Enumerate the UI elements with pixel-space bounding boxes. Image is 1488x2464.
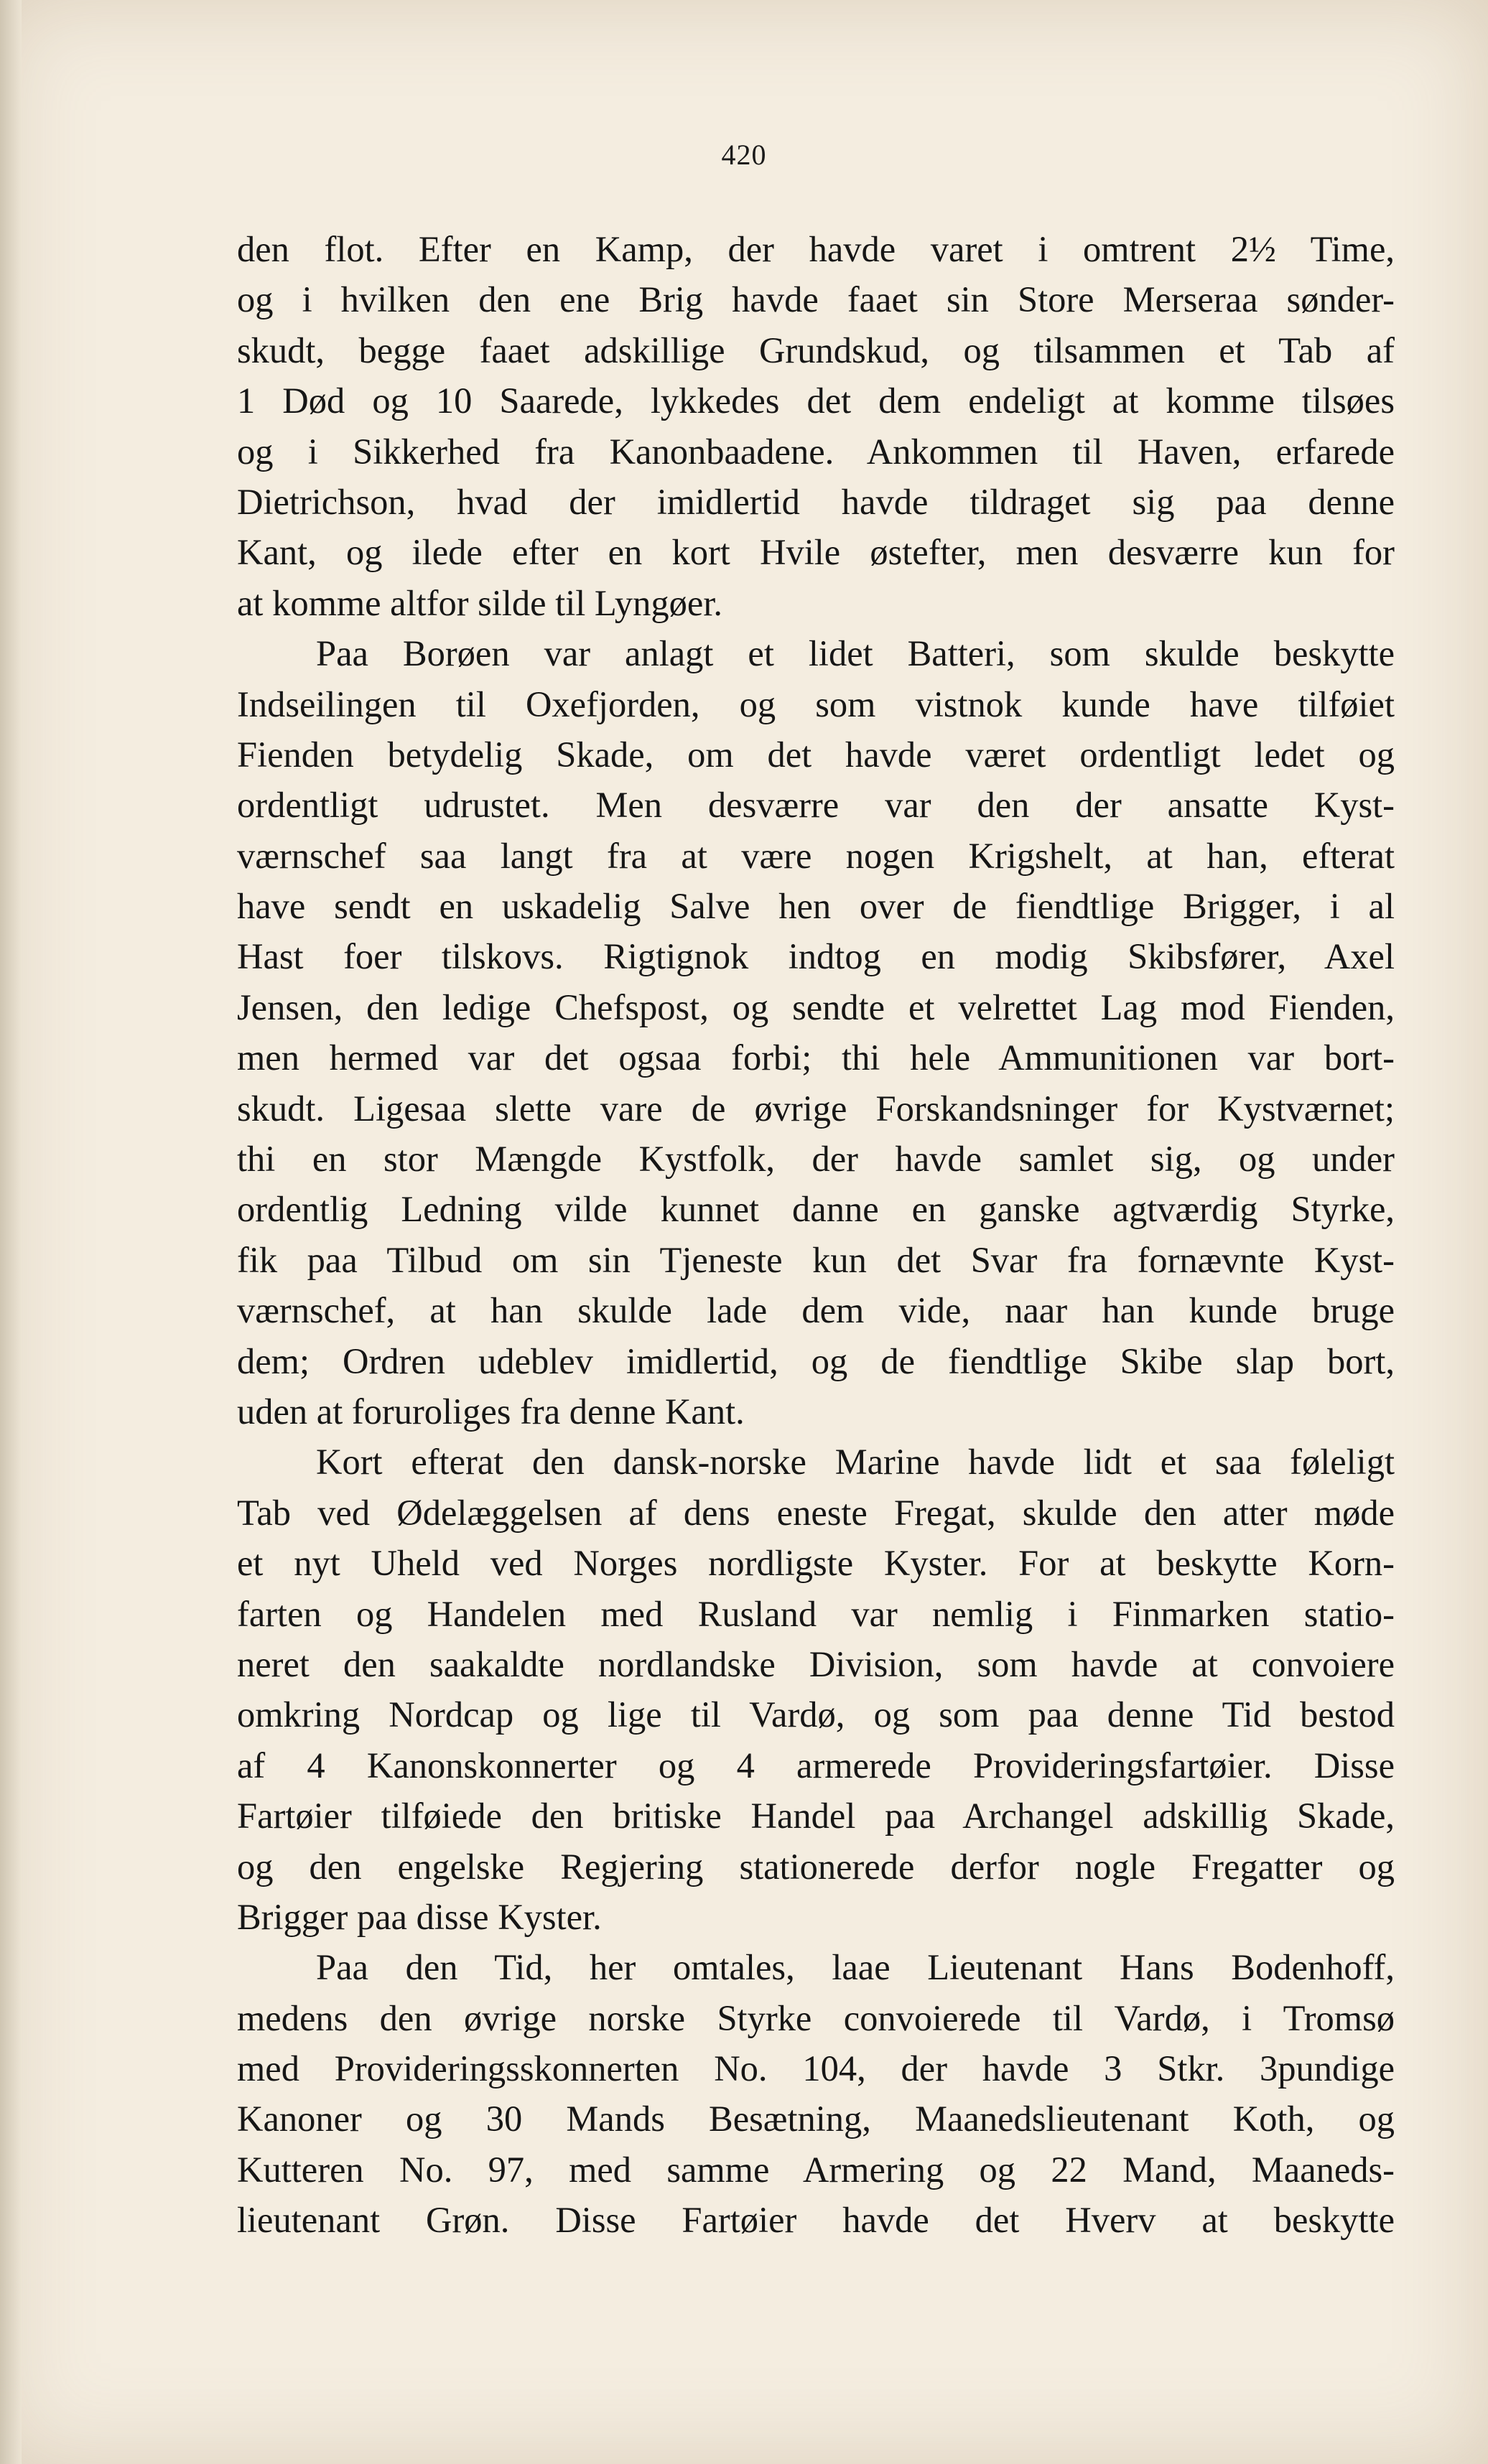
paragraph [237,1942,1395,2245]
text-line: Kanoner og 30 Mands Besætning, Maanedslieutenant Koth, og [237,2099,1395,2139]
text-line: omkring Nordcap og lige til Vardø, og som paa denne Tid bestod [237,1694,1395,1735]
text-line: ordentligt udrustet. Men desværre var den der ansatte Kyst- [237,785,1395,826]
text-line: skudt. Ligesaa slette vare de øvrige Forskandsninger for Kystværnet; [237,1088,1395,1129]
text-line: Kort efterat den dansk-norske Marine havde lidt et saa føleligt [316,1442,1395,1483]
text-line: fik paa Tilbud om sin Tjeneste kun det Svar fra fornævnte Kyst- [237,1239,1395,1280]
paragraph [237,1437,1395,1942]
text-line: thi en stor Mængde Kystfolk, der havde samlet sig, og under [237,1139,1395,1180]
text-line: neret den saakaldte nordlandske Division, som havde at convoiere [237,1643,1395,1684]
body-text [237,224,1395,2246]
text-line: værnschef saa langt fra at være nogen Krigshelt, at han, efterat [237,835,1395,876]
text-line: Fartøier tilføiede den britiske Handel paa Archangel adskillig Skade, [237,1796,1395,1837]
text-line: Brigger paa disse Kyster. [237,1896,602,1937]
text-line: ordentlig Ledning vilde kunnet danne en ganske agtværdig Styrke, [237,1189,1395,1230]
text-line: værnschef, at han skulde lade dem vide, naar han kunde bruge [237,1290,1395,1331]
text-line: den flot. Efter en Kamp, der havde varet i omtrent 2½ Time, [237,229,1395,269]
text-line: Dietrichson, hvad der imidlertid havde tildraget sig paa denne [237,481,1395,522]
text-line: og i hvilken den ene Brig havde faaet sin Store Merseraa sønder- [237,279,1395,320]
page-binding-edge [0,0,22,2464]
text-line: at komme altfor silde til Lyngøer. [237,582,723,623]
text-line: farten og Handelen med Rusland var nemlig i Finmarken statio- [237,1593,1395,1634]
text-line: skudt, begge faaet adskillige Grundskud, og tilsammen et Tab af [237,330,1395,370]
paragraph [237,628,1395,1437]
text-line: Paa Borøen var anlagt et lidet Batteri, som skulde beskytte [316,633,1395,674]
text-line: Indseilingen til Oxefjorden, og som vistnok kunde have tilføiet [237,683,1395,724]
text-line: Hast foer tilskovs. Rigtignok indtog en modig Skibsfører, Axel [237,936,1395,977]
text-line: og den engelske Regjering stationerede derfor nogle Fregatter og [237,1846,1395,1887]
page-number: 420 [721,139,767,171]
text-line: Paa den Tid, her omtales, laae Lieutenant Hans Bodenhoff, [316,1947,1395,1988]
text-line: Tab ved Ødelæggelsen af dens eneste Fregat, skulde den atter møde [237,1492,1395,1533]
text-line: af 4 Kanonskonnerter og 4 armerede Provideringsfartøier. Disse [237,1745,1395,1786]
paragraph [237,224,1395,628]
text-line: med Provideringsskonnerten No. 104, der havde 3 Stkr. 3pundige [237,2048,1395,2089]
text-line: uden at foruroliges fra denne Kant. [237,1391,745,1432]
text-line: og i Sikkerhed fra Kanonbaadene. Ankommen til Haven, erfarede [237,431,1395,472]
text-line: lieutenant Grøn. Disse Fartøier havde det Hverv at beskytte [237,2200,1395,2241]
text-line: 1 Død og 10 Saarede, lykkedes det dem endeligt at komme tilsøes [237,381,1395,421]
text-line: Kant, og ilede efter en kort Hvile østefter, men desværre kun for [237,532,1395,573]
text-line: Fienden betydelig Skade, om det havde været ordentligt ledet og [237,734,1395,775]
text-line: Jensen, den ledige Chefspost, og sendte et velrettet Lag mod Fienden, [237,986,1395,1027]
text-line: men hermed var det ogsaa forbi; thi hele Ammunitionen var bort- [237,1037,1395,1078]
text-line: dem; Ordren udeblev imidlertid, og de fiendtlige Skibe slap bort, [237,1340,1395,1381]
text-line: Kutteren No. 97, med samme Armering og 22 Mand, Maaneds- [237,2149,1395,2190]
text-line: have sendt en uskadelig Salve hen over de fiendtlige Brigger, i al [237,886,1395,927]
text-line: medens den øvrige norske Styrke convoierede til Vardø, i Tromsø [237,1997,1395,2038]
text-line: et nyt Uheld ved Norges nordligste Kyster. For at beskytte Korn- [237,1543,1395,1584]
